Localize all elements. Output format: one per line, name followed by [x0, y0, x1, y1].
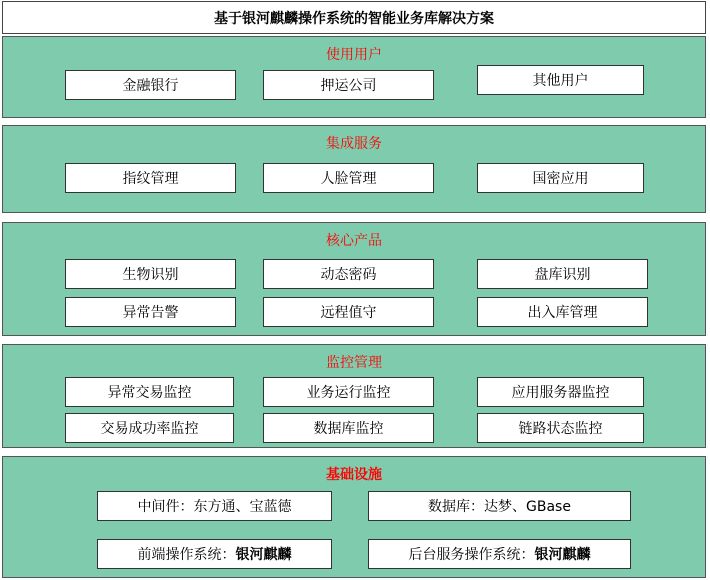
section-title: 基础设施	[326, 467, 382, 483]
item-box: 交易成功率监控	[65, 413, 234, 443]
item-box: 业务运行监控	[263, 377, 434, 407]
item-box: 应用服务器监控	[477, 377, 644, 407]
section-integration	[2, 125, 706, 213]
item-box: 盘库识别	[477, 259, 648, 289]
section-title: 核心产品	[326, 233, 382, 249]
item-box: 其他用户	[477, 65, 644, 95]
diagram-title: 基于银河麒麟操作系统的智能业务库解决方案	[2, 1, 706, 34]
item-label: 前端操作系统：	[137, 547, 236, 563]
section-monitoring	[2, 344, 706, 448]
section-core-products	[2, 222, 706, 336]
item-box: 异常交易监控	[65, 377, 234, 407]
item-box: 数据库：达梦、GBase	[368, 491, 631, 521]
item-box: 链路状态监控	[477, 413, 644, 443]
section-title: 使用用户	[326, 47, 382, 63]
item-box: 中间件：东方通、宝蓝德	[97, 491, 332, 521]
section-title: 集成服务	[326, 136, 382, 152]
item-label-bold: 银河麒麟	[235, 547, 292, 563]
item-box: 远程值守	[263, 297, 434, 327]
item-box: 指纹管理	[65, 163, 236, 193]
item-box: 数据库监控	[263, 413, 434, 443]
item-box: 押运公司	[263, 70, 434, 100]
item-box: 国密应用	[477, 163, 644, 193]
item-box	[368, 539, 631, 569]
item-box: 出入库管理	[477, 297, 648, 327]
item-label: 后台服务操作系统：	[408, 547, 535, 563]
section-users	[2, 36, 706, 118]
item-box: 异常告警	[65, 297, 236, 327]
item-box: 生物识别	[65, 259, 236, 289]
item-box	[97, 539, 332, 569]
section-infrastructure	[2, 456, 706, 578]
item-box: 人脸管理	[263, 163, 434, 193]
item-box: 金融银行	[65, 70, 236, 100]
section-title: 监控管理	[326, 355, 382, 371]
item-label-bold: 银河麒麟	[534, 547, 591, 563]
item-box: 动态密码	[263, 259, 434, 289]
